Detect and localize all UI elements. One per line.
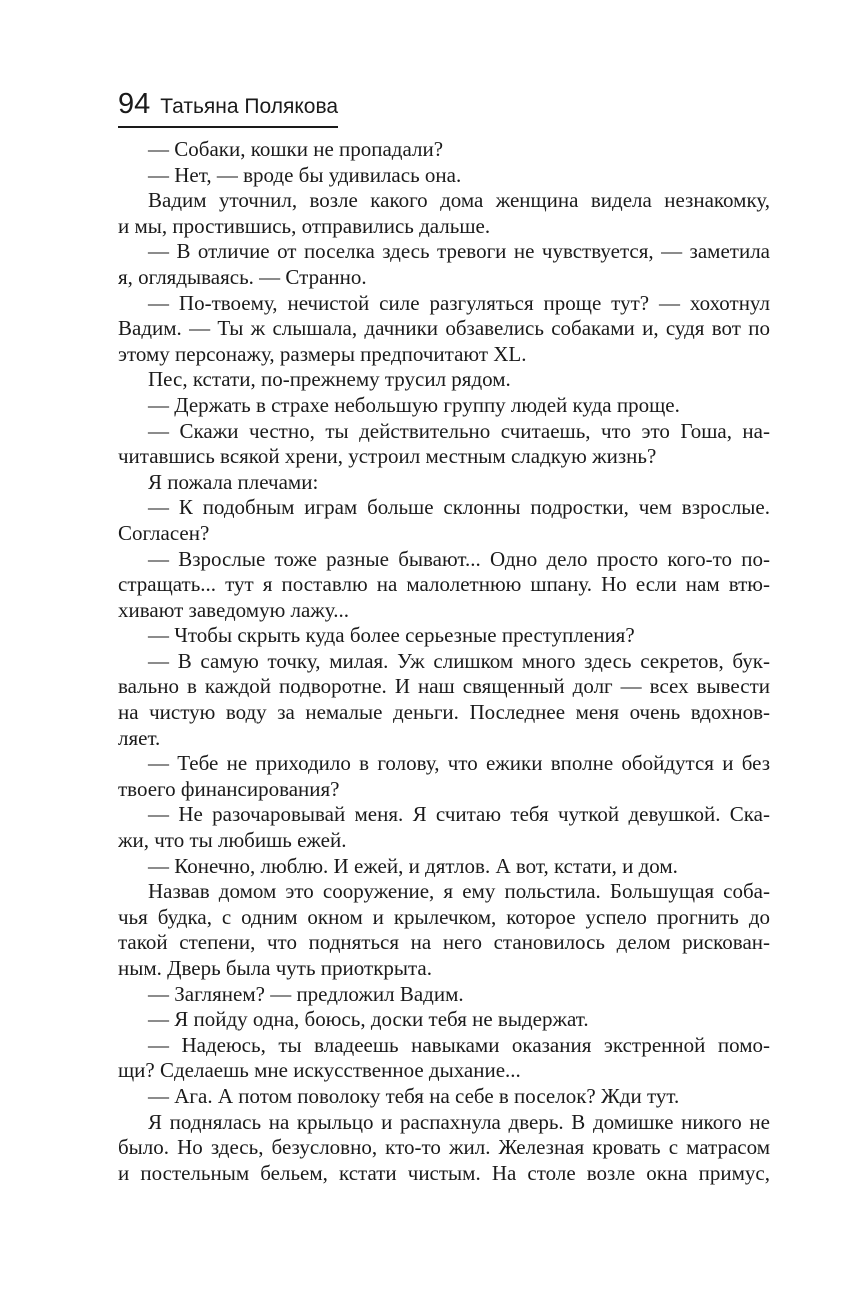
text-line: и постельным бельем, кстати чистым. На столе возле окна примус, — [118, 1160, 770, 1185]
text-line: чья будка, с одним окном и крылечком, которое успело прогнить до — [118, 904, 770, 929]
text-line: Вадим уточнил, возле какого дома женщина видела незнакомку, — [148, 188, 770, 213]
text-line: — Ага. А потом поволоку тебя на себе в поселок? Жди тут. — [148, 1083, 680, 1108]
text-line: было. Но здесь, безусловно, кто-то жил. Железная кровать с матрасом — [118, 1135, 770, 1160]
body-text — [118, 137, 770, 1186]
text-line: хивают заведомую лажу... — [118, 597, 349, 622]
text-line: щи? Сделаешь мне искусственное дыхание... — [118, 1058, 521, 1083]
text-line: ным. Дверь была чуть приоткрыта. — [118, 956, 433, 980]
text-line: — Чтобы скрыть куда более серьезные преступления? — [148, 623, 635, 648]
text-line: — Заглянем? — предложил Вадим. — [148, 981, 464, 1006]
text-line: ляет. — [118, 725, 161, 750]
text-line: — Я пойду одна, боюсь, доски тебя не выдержат. — [148, 1007, 589, 1032]
text-line: — Собаки, кошки не пропадали? — [148, 137, 444, 161]
text-line: на чистую воду за немалые деньги. Последнее меня очень вдохнов- — [118, 700, 770, 725]
text-line: — К подобным играм больше склонны подростки, чем взрослые. — [148, 495, 770, 520]
text-line: Согласен? — [118, 520, 210, 545]
text-line: — Надеюсь, ты владеешь навыками оказания экстренной помо- — [148, 1032, 770, 1057]
text-line: — Нет, — вроде бы удивилась она. — [148, 162, 462, 187]
text-line: — По-твоему, нечистой силе разгуляться проще тут? — хохотнул — [148, 290, 770, 315]
text-line: твоего финансирования? — [118, 776, 340, 801]
text-line: Я поднялась на крыльцо и распахнула дверь. В домишке никого не — [148, 1109, 770, 1134]
text-line: стращать... тут я поставлю на малолетнюю шпану. Но если нам втю- — [118, 572, 770, 597]
text-line: Я пожала плечами: — [148, 469, 319, 494]
text-line: — Скажи честно, ты действительно считаешь, что это Гоша, на- — [148, 418, 770, 443]
text-line: — Держать в страхе небольшую группу людей куда проще. — [148, 392, 680, 417]
page-number: 94 — [118, 88, 151, 120]
text-line: — Конечно, люблю. И ежей, и дятлов. А вот, кстати, и дом. — [148, 853, 678, 878]
text-line: — Тебе не приходило в голову, что ежики вполне обойдутся и без — [148, 751, 770, 776]
text-line: — Взрослые тоже разные бывают... Одно дело просто кого-то по- — [148, 546, 770, 571]
text-line: жи, что ты любишь ежей. — [118, 828, 347, 853]
author-name: Татьяна Полякова — [160, 95, 339, 118]
text-line: и мы, простившись, отправились дальше. — [118, 213, 491, 238]
running-head — [118, 86, 338, 128]
text-line: такой степени, что подняться на него становилось делом рискован- — [118, 930, 770, 955]
text-line: Пес, кстати, по-прежнему трусил рядом. — [148, 367, 511, 392]
text-line: этому персонажу, размеры предпочитают XL. — [118, 341, 527, 366]
text-line: — В самую точку, милая. Уж слишком много здесь секретов, бук- — [148, 648, 770, 673]
text-line: — В отличие от поселка здесь тревоги не чувствуется, — заметила — [148, 239, 770, 264]
text-line: читавшись всякой хрени, устроил местным сладкую жизнь? — [118, 444, 657, 469]
text-line: я, оглядываясь. — Странно. — [118, 264, 367, 289]
text-line: Вадим. — Ты ж слышала, дачники обзавелись собаками и, судя вот по — [118, 316, 770, 341]
text-line: вально в каждой подворотне. И наш священный долг — всех вывести — [118, 674, 770, 699]
text-line: — Не разочаровывай меня. Я считаю тебя чуткой девушкой. Ска- — [148, 802, 770, 827]
text-line: Назвав домом это сооружение, я ему польстила. Большущая соба- — [148, 879, 770, 904]
